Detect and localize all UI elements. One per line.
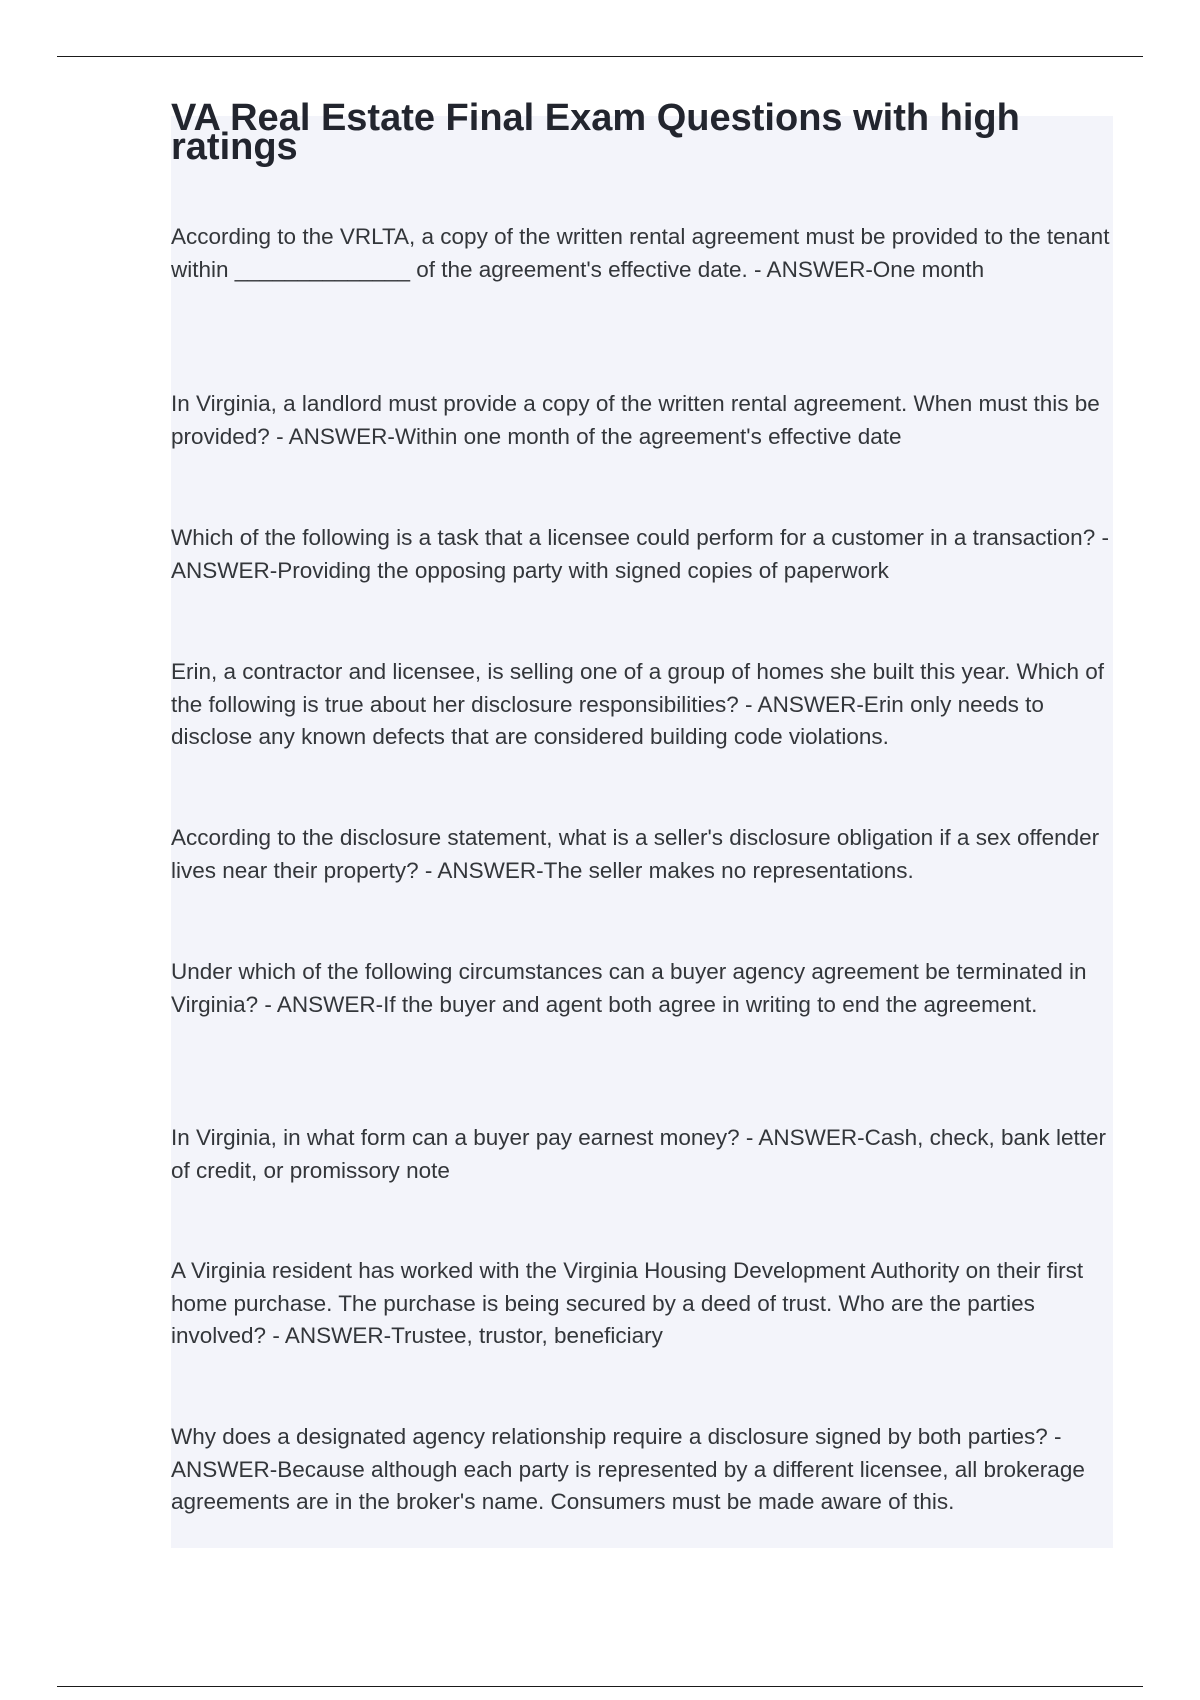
document-title: VA Real Estate Final Exam Questions with high ratings [171, 97, 1020, 168]
qa-item-9: Why does a designated agency relationship require a disclosure signed by both parties? - ANSWER-Because although each party is represented by a different licensee, all brokerage agreements are in the broker's name. Consumers must be made aware of this. [171, 1424, 1085, 1514]
qa-item-5: According to the disclosure statement, what is a seller's disclosure obligation if a sex offender lives near their property? - ANSWER-The seller makes no representations. [171, 825, 1100, 883]
qa-item-4: Erin, a contractor and licensee, is selling one of a group of homes she built this year. Which of the following is true about her disclosure responsibilities? - ANSWER-Erin only needs to disclose any known defects that are considered building code violations. [171, 659, 1105, 749]
document-page [171, 97, 1113, 1548]
qa-item-3: Which of the following is a task that a licensee could perform for a customer in a transaction? - ANSWER-Providing the opposing party with signed copies of paperwork [171, 525, 1109, 583]
bottom-rule [57, 1686, 1143, 1687]
qa-item-1: According to the VRLTA, a copy of the written rental agreement must be provided to the tenant within ______________ of the agreement's effective date. - ANSWER-One month [171, 224, 1110, 282]
qa-item-7: In Virginia, in what form can a buyer pay earnest money? - ANSWER-Cash, check, bank letter of credit, or promissory note [171, 1125, 1107, 1183]
top-rule [57, 56, 1143, 57]
qa-item-6: Under which of the following circumstances can a buyer agency agreement be terminated in Virginia? - ANSWER-If the buyer and agent both agree in writing to end the agreement. [171, 959, 1087, 1017]
qa-item-8: A Virginia resident has worked with the Virginia Housing Development Authority on their first home purchase. The purchase is being secured by a deed of trust. Who are the parties involved? - ANSWER-Trustee, trustor, beneficiary [171, 1258, 1084, 1348]
qa-item-2: In Virginia, a landlord must provide a copy of the written rental agreement. When must this be provided? - ANSWER-Within one month of the agreement's effective date [171, 391, 1100, 449]
